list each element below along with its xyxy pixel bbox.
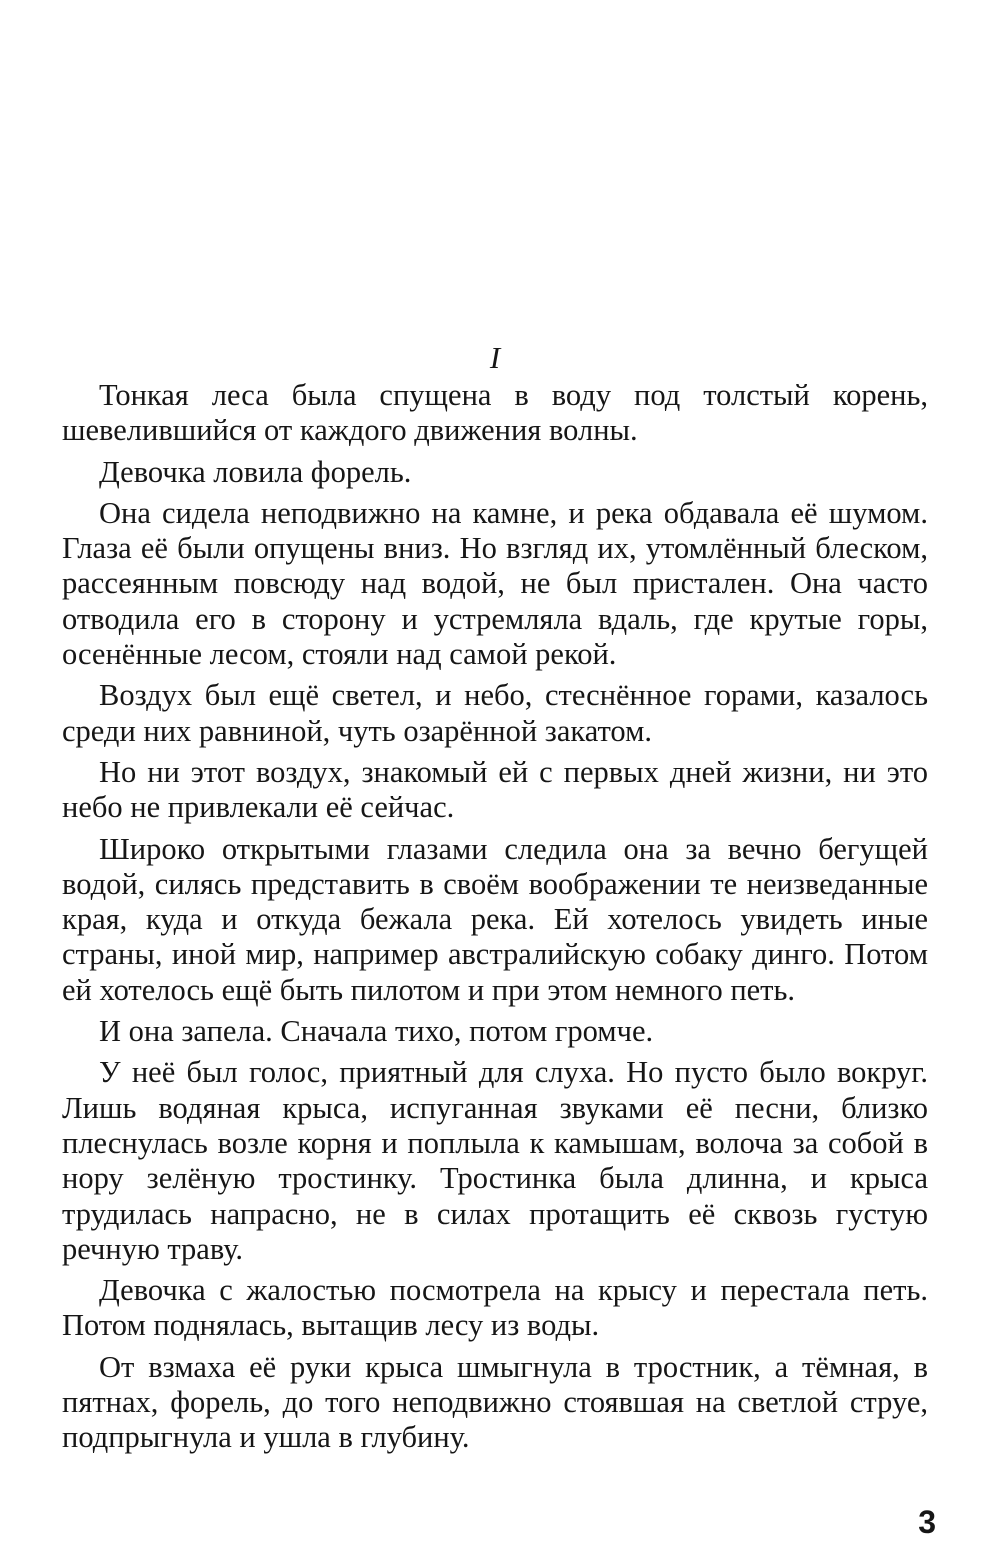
paragraph: Воздух был ещё светел, и небо, стеснённое горами, казалось среди них равниной, чуть озарённой закатом. xyxy=(62,678,928,748)
page-number: 3 xyxy=(918,1504,936,1540)
paragraph: Девочка ловила форель. xyxy=(99,454,412,489)
paragraph: У неё был голос, приятный для слуха. Но пусто было вокруг. Лишь водяная крыса, испуганная звуками её песни, близко плеснулась возле корня и поплыла к камышам, волоча за собой в нору зелёную тростинку. Тростинка была длинна, и крыса трудилась напрасно, не в силах протащить её сквозь густую речную траву. xyxy=(62,1055,928,1266)
paragraph: Широко открытыми глазами следила она за вечно бегущей водой, силясь представить в своём воображении те неизведанные края, куда и откуда бежала река. Ей хотелось увидеть иные страны, иной мир, например австралийскую собаку динго. Потом ей хотелось ещё быть пилотом и при этом немного петь. xyxy=(62,831,928,1007)
paragraph: Но ни этот воздух, знакомый ей с первых дней жизни, ни это небо не привлекали её сейчас. xyxy=(62,754,928,825)
paragraph: И она запела. Сначала тихо, потом громче. xyxy=(99,1014,654,1049)
paragraph: Тонкая леса была спущена в воду под толстый корень, шевелившийся от каждого движения волны. xyxy=(62,378,928,448)
chapter-heading: I xyxy=(489,340,501,375)
paragraph: Девочка с жалостью посмотрела на крысу и перестала петь. Потом поднялась, вытащив лесу из воды. xyxy=(62,1273,928,1343)
paragraph: Она сидела неподвижно на камне, и река обдавала её шумом. Глаза её были опущены вниз. Но взгляд их, утомлённый блеском, рассеянным повсюду над водой, не был пристален. Она часто отводила его в сторону и устремляла вдаль, где крутые горы, осенённые лесом, стояли над самой рекой. xyxy=(62,495,928,672)
chapter-body xyxy=(62,378,928,1462)
paragraph: От взмаха её руки крыса шмыгнула в тростник, а тёмная, в пятнах, форель, до того неподвижно стоявшая на светлой струе, подпрыгнула и ушла в глубину. xyxy=(62,1349,928,1455)
